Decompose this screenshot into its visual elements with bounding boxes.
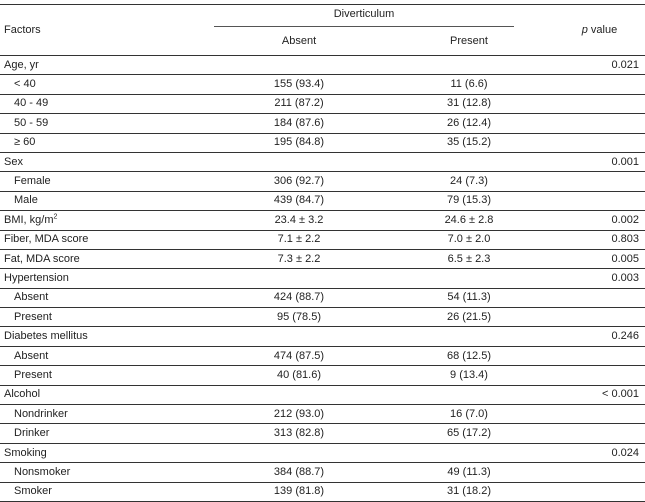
- table-row: [0, 385, 645, 404]
- row-label-text: Nonsmoker: [14, 465, 71, 478]
- row-label-text: Alcohol: [4, 388, 41, 401]
- p-value: [554, 366, 645, 385]
- table-row: [0, 211, 645, 230]
- table-row: [0, 424, 645, 443]
- row-label: [0, 152, 214, 171]
- p-value: 0.005: [611, 252, 639, 265]
- absent-value: 195 (84.8): [273, 136, 325, 149]
- table-row: [0, 75, 645, 94]
- absent-value: [214, 327, 384, 346]
- p-value: [554, 463, 645, 482]
- absent-value: 439 (84.7): [273, 194, 325, 207]
- absent-value: 474 (87.5): [273, 349, 325, 362]
- absent-value: 306 (92.7): [273, 175, 325, 188]
- present-value: 35 (15.2): [446, 136, 492, 149]
- p-value: [554, 424, 645, 443]
- row-label: [0, 191, 214, 210]
- table-row: [0, 249, 645, 268]
- row-label: [0, 308, 214, 327]
- row-label-text: Present: [14, 310, 52, 323]
- table-row: [0, 230, 645, 249]
- present-value: 16 (7.0): [450, 407, 488, 420]
- p-value: [554, 346, 645, 365]
- present-value: 31 (18.2): [446, 485, 492, 498]
- row-label: [0, 463, 214, 482]
- table-row: [0, 463, 645, 482]
- row-label: [0, 385, 214, 404]
- absent-value: 40 (81.6): [276, 368, 322, 381]
- present-value: [384, 385, 554, 404]
- absent-value: 95 (78.5): [276, 310, 322, 323]
- p-value: [554, 482, 645, 501]
- row-label-text: Smoker: [14, 485, 52, 498]
- row-label-text: ≥ 60: [14, 136, 36, 149]
- p-value: [554, 288, 645, 307]
- row-label-superscript: 2: [53, 213, 58, 221]
- row-label-text: Absent: [14, 291, 49, 304]
- p-value: 0.024: [611, 446, 639, 459]
- p-value: [554, 94, 645, 113]
- p-value: [554, 114, 645, 133]
- p-value: 0.803: [611, 233, 639, 246]
- table-row: [0, 94, 645, 113]
- row-label-text: Hypertension: [4, 271, 69, 284]
- table-row: [0, 366, 645, 385]
- table-body: [0, 56, 645, 502]
- p-value: [554, 172, 645, 191]
- row-label-text: Sex: [4, 155, 23, 168]
- present-value: 79 (15.3): [446, 194, 492, 207]
- absent-value: 155 (93.4): [273, 78, 325, 91]
- row-label-text: Male: [14, 194, 38, 207]
- table-header: [0, 5, 645, 56]
- present-value: 7.0 ± 2.0: [447, 233, 491, 246]
- p-value: [554, 75, 645, 94]
- data-table: [0, 4, 645, 502]
- table-row: [0, 405, 645, 424]
- row-label: [0, 94, 214, 113]
- table-row: [0, 308, 645, 327]
- table-row: [0, 346, 645, 365]
- table-row: [0, 56, 645, 75]
- row-label: [0, 288, 214, 307]
- absent-value: [214, 152, 384, 171]
- row-label: [0, 249, 214, 268]
- p-value: 0.021: [611, 58, 639, 71]
- diverticulum-header: [214, 5, 554, 28]
- row-label: [0, 366, 214, 385]
- p-value: 0.002: [611, 213, 639, 226]
- p-value: [554, 133, 645, 152]
- absent-value: [214, 56, 384, 75]
- absent-value: 211 (87.2): [274, 97, 324, 110]
- row-label: [0, 405, 214, 424]
- row-label: [0, 211, 214, 230]
- row-label-text: Fat, MDA score: [4, 252, 80, 265]
- absent-value: [214, 385, 384, 404]
- row-label-text: 50 - 59: [14, 116, 49, 129]
- row-label-text: Age, yr: [4, 58, 39, 71]
- row-label-text: Drinker: [14, 427, 50, 440]
- row-label: [0, 482, 214, 501]
- absent-value: 384 (88.7): [273, 465, 325, 478]
- row-label-text: Female: [14, 175, 51, 188]
- table-row: [0, 482, 645, 501]
- absent-value: 139 (81.8): [273, 485, 325, 498]
- row-label-text: Absent: [14, 349, 49, 362]
- row-label-text: < 40: [14, 78, 36, 91]
- row-label: [0, 114, 214, 133]
- table-row: [0, 269, 645, 288]
- present-value: 26 (12.4): [446, 116, 492, 129]
- row-label-text: Smoking: [4, 446, 47, 459]
- present-value: 68 (12.5): [446, 349, 492, 362]
- table-row: [0, 327, 645, 346]
- absent-value: 23.4 ± 3.2: [274, 213, 324, 226]
- p-value: [554, 191, 645, 210]
- table-row: [0, 114, 645, 133]
- row-label-text: BMI, kg/m: [4, 213, 54, 226]
- p-value: < 0.001: [601, 388, 639, 401]
- absent-header: Absent: [281, 34, 317, 47]
- present-value: [384, 327, 554, 346]
- row-label: [0, 133, 214, 152]
- present-value: 31 (12.8): [446, 97, 492, 110]
- table-row: [0, 133, 645, 152]
- p-value-header-p: p: [581, 23, 588, 36]
- row-label: [0, 424, 214, 443]
- absent-value: 212 (93.0): [273, 407, 325, 420]
- absent-value: 184 (87.6): [273, 116, 325, 129]
- p-value-header-rest: value: [587, 23, 618, 36]
- present-value: 24.6 ± 2.8: [444, 213, 494, 226]
- row-label: [0, 230, 214, 249]
- row-label-text: 40 - 49: [14, 97, 49, 110]
- table-row: [0, 172, 645, 191]
- p-value-header: [554, 5, 645, 56]
- row-label: [0, 172, 214, 191]
- p-value: 0.246: [611, 330, 639, 343]
- p-value: [554, 405, 645, 424]
- table-row: [0, 152, 645, 171]
- present-value: 11 (6.6): [450, 78, 488, 91]
- present-value: 54 (11.3): [447, 291, 491, 304]
- present-value: [384, 56, 554, 75]
- present-header: Present: [450, 34, 488, 47]
- table-row: [0, 288, 645, 307]
- row-label-text: Present: [14, 368, 52, 381]
- absent-value: 424 (88.7): [273, 291, 325, 304]
- absent-value: 7.1 ± 2.2: [277, 233, 321, 246]
- p-value: [554, 308, 645, 327]
- present-value: 24 (7.3): [450, 175, 488, 188]
- p-value: 0.003: [611, 271, 639, 284]
- absent-value: 313 (82.8): [273, 427, 325, 440]
- present-value: 26 (21.5): [446, 310, 492, 323]
- present-value: 6.5 ± 2.3: [447, 252, 491, 265]
- present-value: 49 (11.3): [447, 465, 491, 478]
- present-value: [384, 269, 554, 288]
- absent-value: 7.3 ± 2.2: [277, 252, 321, 265]
- row-label: [0, 56, 214, 75]
- p-value: 0.001: [611, 155, 639, 168]
- diverticulum-header-label: Diverticulum: [214, 6, 514, 27]
- table-row: [0, 191, 645, 210]
- factors-header: Factors: [4, 23, 41, 36]
- row-label: [0, 327, 214, 346]
- present-value: 65 (17.2): [446, 427, 492, 440]
- present-value: 9 (13.4): [450, 368, 488, 381]
- row-label-text: Diabetes mellitus: [4, 330, 88, 343]
- present-value: [384, 152, 554, 171]
- row-label: [0, 346, 214, 365]
- row-label-text: Nondrinker: [14, 407, 68, 420]
- absent-value: [214, 269, 384, 288]
- row-label-text: Fiber, MDA score: [4, 233, 89, 246]
- row-label: [0, 75, 214, 94]
- row-label: [0, 269, 214, 288]
